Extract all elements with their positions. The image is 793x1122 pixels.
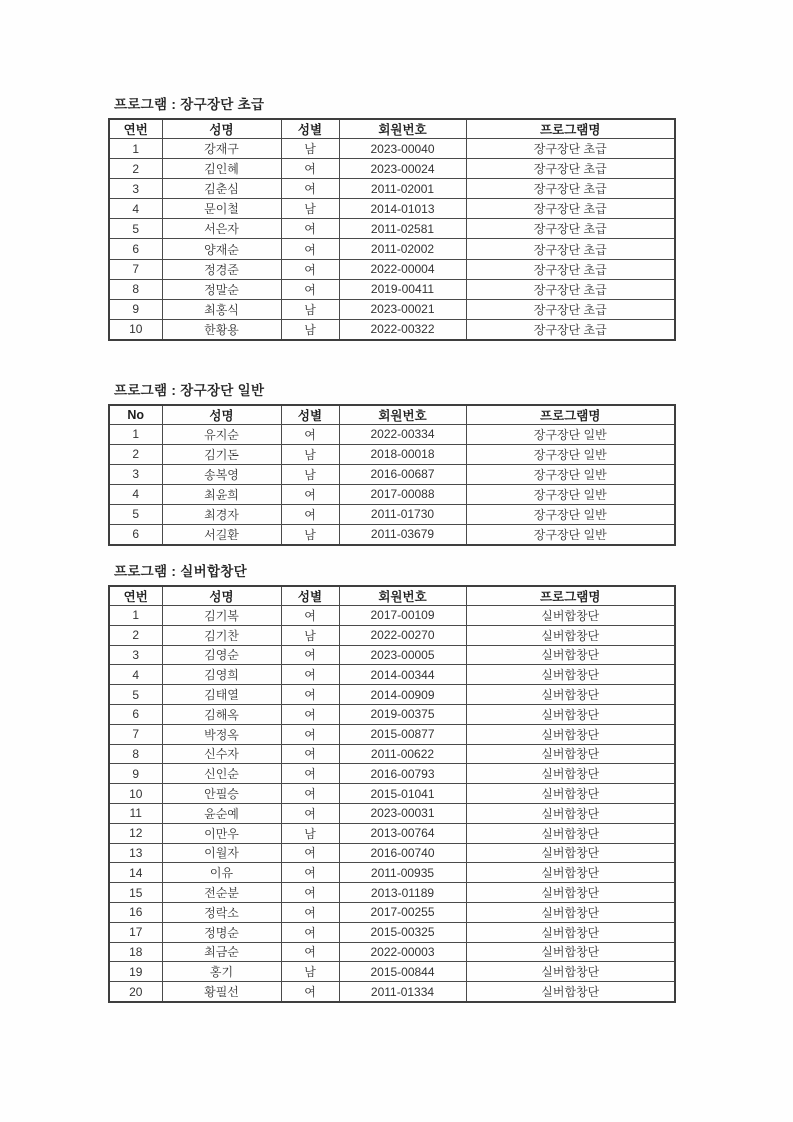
cell-no: 20 [109,982,162,1002]
cell-gender: 여 [281,685,339,705]
column-header-name: 성명 [162,119,281,139]
cell-name: 유지순 [162,425,281,445]
cell-gender: 여 [281,982,339,1002]
cell-program: 장구장단 초급 [466,299,675,319]
cell-program: 실버합창단 [466,883,675,903]
cell-no: 2 [109,159,162,179]
column-header-gender: 성별 [281,586,339,606]
cell-no: 2 [109,625,162,645]
cell-gender: 남 [281,199,339,219]
cell-program: 실버합창단 [466,863,675,883]
cell-name: 김기복 [162,606,281,626]
table-row [109,259,675,279]
cell-program: 실버합창단 [466,625,675,645]
cell-name: 김기돈 [162,444,281,464]
program-section-silver-choir [108,564,674,1003]
cell-program: 장구장단 초급 [466,319,675,340]
cell-gender: 여 [281,704,339,724]
cell-member-id: 2017-00088 [339,484,466,504]
cell-name: 최홍식 [162,299,281,319]
cell-no: 5 [109,685,162,705]
cell-member-id: 2014-00909 [339,685,466,705]
cell-program: 실버합창단 [466,724,675,744]
cell-gender: 여 [281,179,339,199]
table-row [109,922,675,942]
cell-member-id: 2018-00018 [339,444,466,464]
cell-no: 1 [109,425,162,445]
table-row [109,685,675,705]
cell-name: 강재구 [162,139,281,159]
cell-name: 정명순 [162,922,281,942]
cell-gender: 여 [281,922,339,942]
column-header-no: No [109,405,162,425]
cell-gender: 남 [281,823,339,843]
cell-no: 12 [109,823,162,843]
column-header-member-id: 회원번호 [339,586,466,606]
cell-member-id: 2017-00109 [339,606,466,626]
table-row [109,199,675,219]
cell-member-id: 2013-00764 [339,823,466,843]
table-row [109,982,675,1002]
cell-gender: 여 [281,219,339,239]
cell-program: 장구장단 초급 [466,219,675,239]
program-section-janggu-beginner [108,97,674,341]
cell-no: 4 [109,199,162,219]
program-title: 프로그램 : 장구장단 일반 [114,383,265,398]
cell-no: 4 [109,665,162,685]
cell-member-id: 2011-01334 [339,982,466,1002]
cell-member-id: 2023-00005 [339,645,466,665]
cell-program: 실버합창단 [466,922,675,942]
cell-no: 10 [109,784,162,804]
cell-gender: 여 [281,259,339,279]
table-row [109,219,675,239]
cell-program: 장구장단 일반 [466,444,675,464]
cell-member-id: 2023-00040 [339,139,466,159]
cell-program: 실버합창단 [466,784,675,804]
cell-member-id: 2014-00344 [339,665,466,685]
program-section-janggu-general [108,383,674,546]
cell-no: 11 [109,803,162,823]
table-row [109,504,675,524]
cell-name: 김태열 [162,685,281,705]
table-row [109,962,675,982]
cell-gender: 남 [281,444,339,464]
cell-name: 서은자 [162,219,281,239]
cell-no: 7 [109,259,162,279]
cell-gender: 여 [281,942,339,962]
cell-member-id: 2022-00322 [339,319,466,340]
cell-program: 장구장단 일반 [466,504,675,524]
cell-name: 최경자 [162,504,281,524]
cell-no: 19 [109,962,162,982]
cell-no: 5 [109,219,162,239]
cell-member-id: 2011-02002 [339,239,466,259]
cell-name: 정경준 [162,259,281,279]
cell-program: 실버합창단 [466,823,675,843]
cell-program: 실버합창단 [466,645,675,665]
table-row [109,803,675,823]
cell-no: 6 [109,524,162,545]
cell-gender: 여 [281,425,339,445]
cell-no: 1 [109,606,162,626]
cell-name: 서길환 [162,524,281,545]
cell-program: 실버합창단 [466,665,675,685]
program-title: 프로그램 : 실버합창단 [114,564,247,579]
table-row [109,606,675,626]
cell-gender: 여 [281,239,339,259]
table-row [109,279,675,299]
cell-program: 실버합창단 [466,744,675,764]
member-table [108,118,676,341]
cell-gender: 여 [281,665,339,685]
cell-gender: 남 [281,524,339,545]
cell-no: 3 [109,464,162,484]
cell-member-id: 2015-00844 [339,962,466,982]
cell-member-id: 2015-00877 [339,724,466,744]
cell-no: 10 [109,319,162,340]
cell-member-id: 2017-00255 [339,902,466,922]
cell-member-id: 2023-00031 [339,803,466,823]
cell-name: 김인혜 [162,159,281,179]
table-row [109,444,675,464]
column-header-program: 프로그램명 [466,405,675,425]
cell-no: 15 [109,883,162,903]
cell-name: 최윤희 [162,484,281,504]
cell-gender: 남 [281,319,339,340]
cell-member-id: 2022-00334 [339,425,466,445]
cell-no: 13 [109,843,162,863]
cell-gender: 여 [281,784,339,804]
cell-gender: 여 [281,159,339,179]
cell-member-id: 2019-00375 [339,704,466,724]
cell-name: 문이철 [162,199,281,219]
cell-gender: 남 [281,139,339,159]
cell-name: 안필승 [162,784,281,804]
cell-name: 이유 [162,863,281,883]
table-row [109,159,675,179]
cell-program: 실버합창단 [466,843,675,863]
table-row [109,484,675,504]
cell-gender: 여 [281,863,339,883]
cell-member-id: 2016-00793 [339,764,466,784]
table-row [109,902,675,922]
cell-program: 장구장단 초급 [466,259,675,279]
cell-no: 2 [109,444,162,464]
column-header-gender: 성별 [281,119,339,139]
cell-gender: 남 [281,962,339,982]
table-row [109,744,675,764]
cell-gender: 여 [281,744,339,764]
table-row [109,843,675,863]
cell-program: 실버합창단 [466,764,675,784]
program-title: 프로그램 : 장구장단 초급 [114,97,265,112]
cell-name: 최금순 [162,942,281,962]
cell-name: 김영순 [162,645,281,665]
cell-no: 8 [109,279,162,299]
table-row [109,942,675,962]
cell-member-id: 2023-00024 [339,159,466,179]
cell-no: 9 [109,764,162,784]
cell-name: 송복영 [162,464,281,484]
cell-program: 장구장단 일반 [466,425,675,445]
table-row [109,784,675,804]
cell-name: 이만우 [162,823,281,843]
cell-program: 장구장단 초급 [466,239,675,259]
cell-gender: 남 [281,625,339,645]
cell-program: 실버합창단 [466,803,675,823]
cell-name: 김해옥 [162,704,281,724]
cell-program: 실버합창단 [466,962,675,982]
cell-gender: 여 [281,883,339,903]
cell-member-id: 2014-01013 [339,199,466,219]
column-header-member-id: 회원번호 [339,405,466,425]
cell-no: 8 [109,744,162,764]
table-row [109,425,675,445]
cell-gender: 여 [281,279,339,299]
member-table [108,585,676,1003]
cell-member-id: 2022-00003 [339,942,466,962]
cell-name: 김영희 [162,665,281,685]
cell-no: 3 [109,645,162,665]
cell-name: 윤순예 [162,803,281,823]
header-row [109,586,675,606]
cell-name: 신인순 [162,764,281,784]
table-row [109,179,675,199]
cell-name: 양재순 [162,239,281,259]
cell-name: 전순분 [162,883,281,903]
cell-name: 김춘심 [162,179,281,199]
cell-program: 장구장단 일반 [466,524,675,545]
cell-gender: 여 [281,902,339,922]
cell-no: 4 [109,484,162,504]
cell-program: 실버합창단 [466,982,675,1002]
cell-program: 장구장단 초급 [466,199,675,219]
cell-program: 장구장단 초급 [466,279,675,299]
cell-name: 김기찬 [162,625,281,645]
column-header-program: 프로그램명 [466,119,675,139]
cell-name: 신수자 [162,744,281,764]
column-header-name: 성명 [162,405,281,425]
cell-member-id: 2016-00687 [339,464,466,484]
cell-program: 실버합창단 [466,606,675,626]
cell-gender: 여 [281,803,339,823]
cell-program: 실버합창단 [466,902,675,922]
cell-no: 3 [109,179,162,199]
column-header-no: 연번 [109,586,162,606]
column-header-no: 연번 [109,119,162,139]
cell-member-id: 2016-00740 [339,843,466,863]
cell-member-id: 2022-00004 [339,259,466,279]
cell-member-id: 2015-01041 [339,784,466,804]
cell-name: 정말순 [162,279,281,299]
cell-gender: 여 [281,504,339,524]
cell-gender: 남 [281,299,339,319]
cell-member-id: 2023-00021 [339,299,466,319]
cell-gender: 여 [281,645,339,665]
table-row [109,239,675,259]
cell-program: 실버합창단 [466,942,675,962]
column-header-program: 프로그램명 [466,586,675,606]
cell-program: 장구장단 초급 [466,159,675,179]
cell-no: 1 [109,139,162,159]
table-row [109,524,675,545]
cell-member-id: 2011-03679 [339,524,466,545]
table-row [109,645,675,665]
table-row [109,625,675,645]
cell-no: 16 [109,902,162,922]
cell-gender: 여 [281,764,339,784]
table-row [109,299,675,319]
cell-name: 황필선 [162,982,281,1002]
cell-gender: 남 [281,464,339,484]
table-row [109,665,675,685]
header-row [109,405,675,425]
cell-no: 5 [109,504,162,524]
cell-program: 장구장단 일반 [466,484,675,504]
table-row [109,863,675,883]
cell-name: 정락소 [162,902,281,922]
cell-member-id: 2019-00411 [339,279,466,299]
cell-no: 9 [109,299,162,319]
cell-no: 14 [109,863,162,883]
cell-no: 17 [109,922,162,942]
column-header-name: 성명 [162,586,281,606]
cell-name: 박정옥 [162,724,281,744]
cell-gender: 여 [281,724,339,744]
cell-gender: 여 [281,843,339,863]
cell-gender: 여 [281,484,339,504]
cell-no: 6 [109,704,162,724]
table-row [109,764,675,784]
table-row [109,724,675,744]
cell-member-id: 2011-02001 [339,179,466,199]
cell-member-id: 2013-01189 [339,883,466,903]
cell-name: 한황용 [162,319,281,340]
cell-name: 홍기 [162,962,281,982]
table-row [109,823,675,843]
cell-program: 실버합창단 [466,704,675,724]
cell-no: 6 [109,239,162,259]
cell-program: 장구장단 초급 [466,179,675,199]
cell-program: 장구장단 일반 [466,464,675,484]
cell-no: 18 [109,942,162,962]
cell-member-id: 2011-01730 [339,504,466,524]
table-row [109,464,675,484]
table-row [109,319,675,340]
cell-member-id: 2011-00935 [339,863,466,883]
table-row [109,883,675,903]
column-header-gender: 성별 [281,405,339,425]
header-row [109,119,675,139]
cell-program: 장구장단 초급 [466,139,675,159]
cell-no: 7 [109,724,162,744]
column-header-member-id: 회원번호 [339,119,466,139]
table-row [109,704,675,724]
cell-name: 이월자 [162,843,281,863]
cell-gender: 여 [281,606,339,626]
cell-program: 실버합창단 [466,685,675,705]
cell-member-id: 2011-02581 [339,219,466,239]
cell-member-id: 2022-00270 [339,625,466,645]
cell-member-id: 2015-00325 [339,922,466,942]
cell-member-id: 2011-00622 [339,744,466,764]
member-table [108,404,676,546]
table-row [109,139,675,159]
